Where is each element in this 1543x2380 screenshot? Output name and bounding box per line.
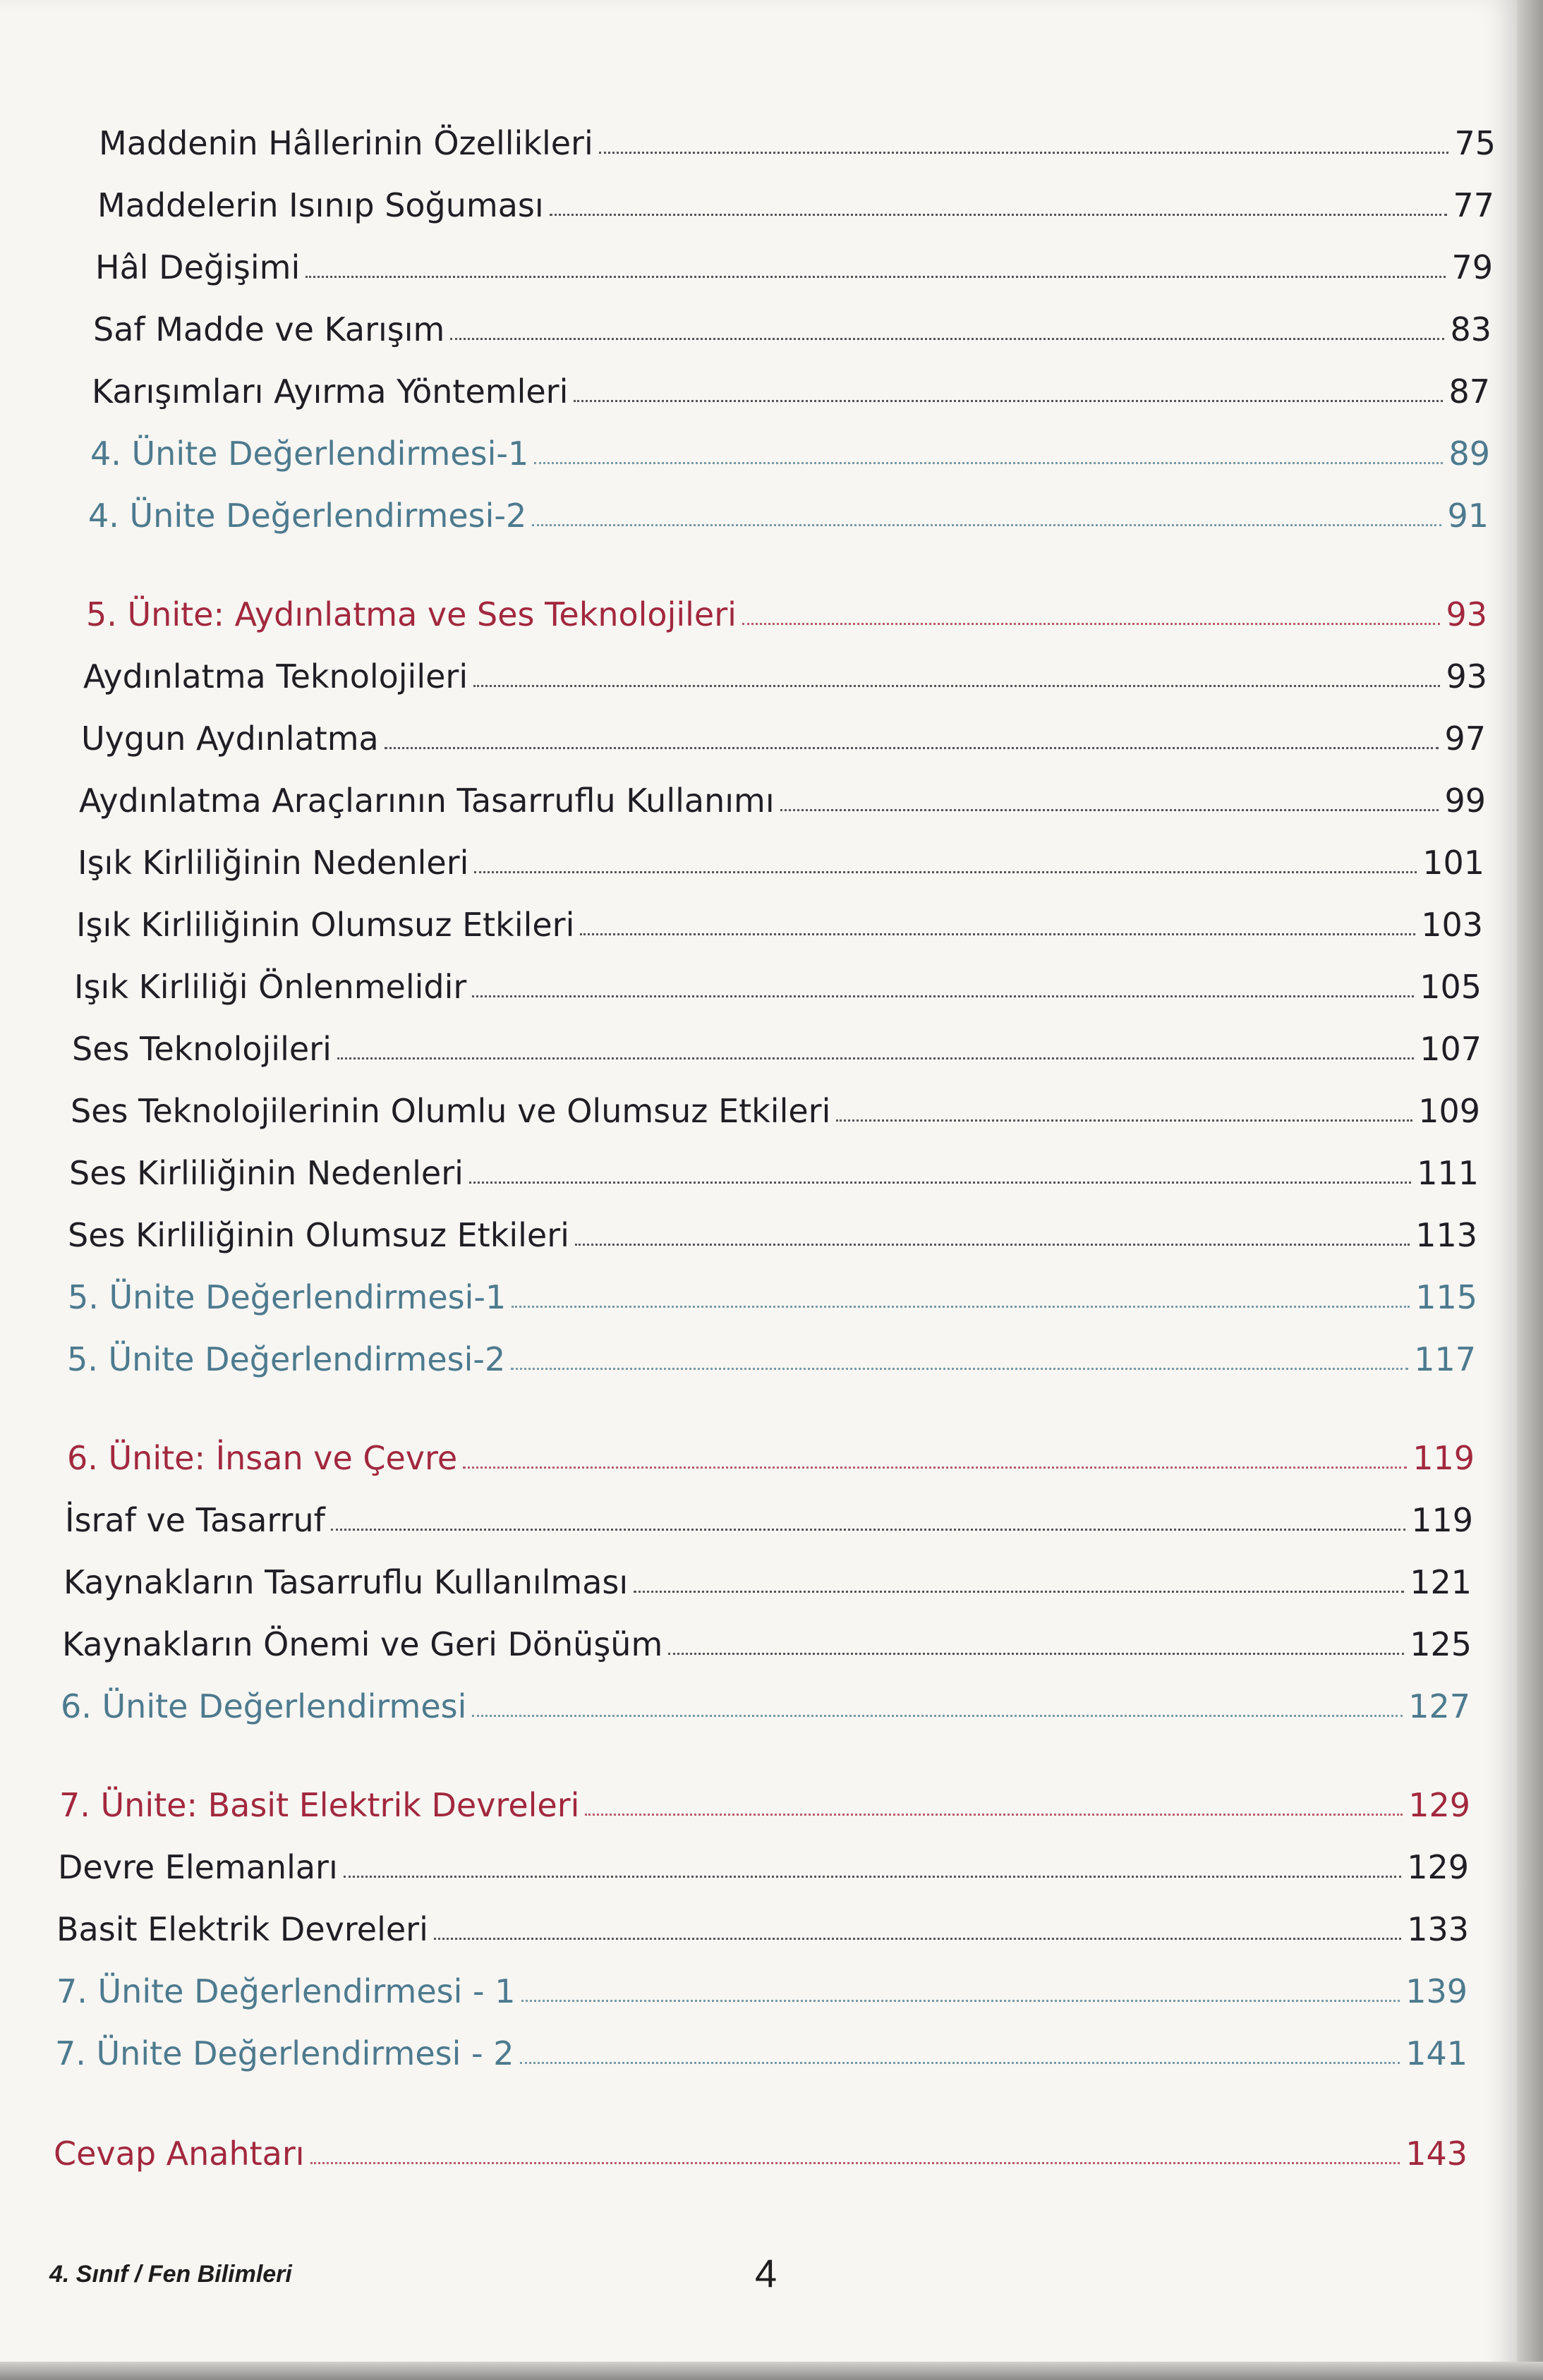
dot-leader xyxy=(469,1182,1411,1184)
toc-entry xyxy=(93,299,1491,348)
toc-entry-title: İsraf ve Tasarruf xyxy=(65,1501,325,1539)
toc-entry-title: Ses Teknolojilerinin Olumlu ve Olumsuz Etkileri xyxy=(71,1092,831,1130)
toc-entry xyxy=(74,957,1482,1006)
toc-entry-page: 129 xyxy=(1407,1848,1469,1886)
toc-entry-title: Saf Madde ve Karışım xyxy=(93,310,445,348)
toc-entry-page: 141 xyxy=(1405,2034,1468,2072)
dot-leader xyxy=(550,214,1448,216)
toc-entry-title: Ses Kirliliğinin Olumsuz Etkileri xyxy=(68,1216,569,1254)
page-edge-right xyxy=(1517,0,1543,2380)
toc-entry-page: 121 xyxy=(1410,1563,1472,1601)
toc-entry-page: 129 xyxy=(1408,1786,1470,1824)
toc-entry xyxy=(95,237,1493,286)
toc-entry-page: 89 xyxy=(1448,435,1490,473)
toc-entry-title: Ses Teknolojileri xyxy=(72,1030,332,1068)
toc-entry-page: 111 xyxy=(1417,1154,1479,1192)
toc-entry xyxy=(92,361,1490,411)
toc-entry xyxy=(88,485,1489,535)
toc-entry-page: 119 xyxy=(1411,1501,1473,1539)
toc-entry-title: Kaynakların Tasarruflu Kullanılması xyxy=(63,1563,629,1601)
dot-leader xyxy=(599,152,1449,154)
toc-entry xyxy=(56,1899,1469,1948)
toc-entry-title: 4. Ünite Değerlendirmesi-2 xyxy=(88,497,527,535)
dot-leader xyxy=(463,1467,1407,1469)
dot-leader xyxy=(780,809,1439,811)
toc-entry-title: Uygun Aydınlatma xyxy=(81,720,379,758)
toc-entry xyxy=(56,1961,1468,2010)
toc-entry xyxy=(78,832,1484,882)
toc-entry xyxy=(58,1837,1469,1886)
toc-entry xyxy=(59,1775,1470,1824)
toc-entry xyxy=(62,1614,1472,1663)
toc-entry-title: 4. Ünite Değerlendirmesi-1 xyxy=(90,435,529,473)
toc-entry-page: 113 xyxy=(1415,1216,1477,1254)
toc-entry-title: 5. Ünite: Aydınlatma ve Ses Teknolojileri xyxy=(86,595,737,633)
toc-entry-page: 115 xyxy=(1415,1278,1477,1316)
toc-entry xyxy=(72,1019,1482,1068)
dot-leader xyxy=(344,1876,1401,1878)
dot-leader xyxy=(585,1814,1403,1816)
toc-entry xyxy=(71,1081,1480,1130)
toc-entry-title: Işık Kirliliğinin Olumsuz Etkileri xyxy=(76,906,575,944)
toc-entry-page: 103 xyxy=(1421,906,1483,944)
toc-entry-page: 101 xyxy=(1422,844,1484,882)
toc-entry xyxy=(86,584,1487,633)
toc-entry-title: Maddenin Hâllerinin Özellikleri xyxy=(99,124,593,162)
dot-leader xyxy=(574,400,1443,402)
toc-entry-title: Hâl Değişimi xyxy=(95,248,301,286)
toc-entry-title: 7. Ünite: Basit Elektrik Devreleri xyxy=(59,1786,580,1824)
toc-entry-title: Basit Elektrik Devreleri xyxy=(56,1910,428,1948)
toc-entry-page: 133 xyxy=(1407,1910,1469,1948)
dot-leader xyxy=(742,623,1441,625)
dot-leader xyxy=(534,462,1443,464)
toc-entry xyxy=(67,1329,1476,1378)
toc-entry-page: 83 xyxy=(1450,310,1491,348)
toc-entry-title: Karışımları Ayırma Yöntemleri xyxy=(92,372,569,411)
toc-entry-page: 127 xyxy=(1408,1687,1470,1725)
toc-entry xyxy=(55,2023,1468,2072)
toc-entry xyxy=(61,1676,1470,1725)
toc-entry xyxy=(67,1428,1475,1477)
dot-leader xyxy=(511,1368,1408,1370)
toc-entry-page: 107 xyxy=(1420,1030,1482,1068)
toc-entry-page: 119 xyxy=(1412,1439,1475,1477)
dot-leader xyxy=(331,1529,1405,1531)
dot-leader xyxy=(472,1715,1403,1717)
toc-entry-page: 105 xyxy=(1420,968,1482,1006)
toc-entry-page: 91 xyxy=(1447,497,1489,535)
toc-entry-page: 75 xyxy=(1454,124,1496,162)
toc-entry xyxy=(69,1143,1479,1192)
toc-entry-title: Cevap Anahtarı xyxy=(54,2135,305,2173)
toc-entry xyxy=(81,708,1486,758)
toc-entry-page: 79 xyxy=(1451,248,1493,286)
toc-entry-title: Kaynakların Önemi ve Geri Dönüşüm xyxy=(62,1625,663,1663)
toc-entry xyxy=(90,423,1490,473)
dot-leader xyxy=(634,1591,1404,1593)
toc-entry xyxy=(65,1490,1473,1539)
toc-entry-title: 6. Ünite: İnsan ve Çevre xyxy=(67,1439,458,1477)
toc-entry-title: 7. Ünite Değerlendirmesi - 2 xyxy=(55,2034,514,2072)
toc-entry-page: 97 xyxy=(1444,720,1486,758)
toc-entry xyxy=(83,646,1487,696)
toc-entry-title: Işık Kirliliği Önlenmelidir xyxy=(74,968,467,1006)
dot-leader xyxy=(310,2162,1400,2164)
dot-leader xyxy=(473,685,1440,687)
dot-leader xyxy=(668,1653,1404,1655)
dot-leader xyxy=(580,933,1415,935)
toc-entry xyxy=(68,1205,1477,1254)
toc-entry-page: 99 xyxy=(1444,782,1486,820)
toc-entry-title: 7. Ünite Değerlendirmesi - 1 xyxy=(56,1972,516,2010)
page-edge-bottom xyxy=(0,2362,1543,2380)
toc-entry xyxy=(68,1267,1477,1316)
toc-entry-page: 143 xyxy=(1405,2135,1468,2173)
toc-entry-title: Aydınlatma Teknolojileri xyxy=(83,657,468,696)
toc-entry-title: 5. Ünite Değerlendirmesi-1 xyxy=(68,1278,507,1316)
toc-entry-title: Işık Kirliliğinin Nedenleri xyxy=(78,844,469,882)
page-number: 4 xyxy=(755,2251,777,2295)
toc-entry xyxy=(99,113,1496,162)
toc-entry-page: 77 xyxy=(1453,186,1494,224)
dot-leader xyxy=(305,276,1446,278)
dot-leader xyxy=(450,338,1444,340)
dot-leader xyxy=(520,2062,1400,2064)
book-title-footer: 4. Sınıf / Fen Bilimleri xyxy=(49,2261,292,2288)
dot-leader xyxy=(836,1119,1412,1122)
toc-entry-page: 109 xyxy=(1418,1092,1480,1130)
dot-leader xyxy=(337,1057,1414,1060)
dot-leader xyxy=(532,524,1441,526)
toc-entry-title: Maddelerin Isınıp Soğuması xyxy=(97,186,544,224)
toc-entry xyxy=(54,2123,1468,2173)
toc-entry-page: 125 xyxy=(1410,1625,1472,1663)
toc-entry-title: 6. Ünite Değerlendirmesi xyxy=(61,1687,467,1725)
toc-entry-page: 93 xyxy=(1446,595,1487,633)
dot-leader xyxy=(472,995,1414,997)
toc-entry-title: 5. Ünite Değerlendirmesi-2 xyxy=(67,1340,506,1378)
dot-leader xyxy=(521,2000,1400,2002)
toc-entry-page: 139 xyxy=(1405,1972,1468,2010)
dot-leader xyxy=(474,871,1417,873)
toc-entry xyxy=(97,175,1494,224)
toc-entry-title: Ses Kirliliğinin Nedenleri xyxy=(69,1154,464,1192)
toc-entry xyxy=(79,770,1486,820)
dot-leader xyxy=(385,747,1439,749)
toc-entry xyxy=(63,1552,1472,1601)
dot-leader xyxy=(434,1938,1401,1940)
toc-entry-page: 87 xyxy=(1448,372,1490,411)
toc-entry-page: 117 xyxy=(1414,1340,1476,1378)
toc-entry-page: 93 xyxy=(1446,657,1487,696)
toc-entry-title: Devre Elemanları xyxy=(58,1848,338,1886)
toc-entry xyxy=(76,894,1483,944)
toc-entry-title: Aydınlatma Araçlarının Tasarruflu Kullanımı xyxy=(79,782,775,820)
dot-leader xyxy=(512,1306,1410,1308)
dot-leader xyxy=(575,1244,1410,1246)
